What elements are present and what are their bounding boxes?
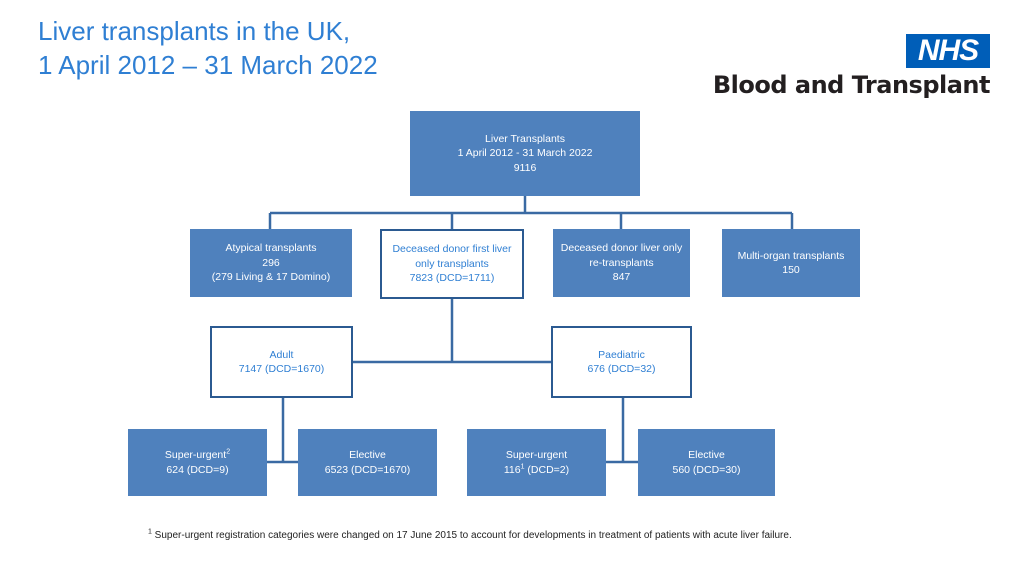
node-first-liver-transplants bbox=[380, 229, 524, 299]
node-liver-transplants bbox=[410, 111, 640, 196]
node-value: 116 bbox=[503, 463, 521, 476]
node-text: Multi-organ transplants bbox=[737, 249, 845, 262]
node-text: Paediatric bbox=[598, 348, 645, 361]
node-text: Adult bbox=[269, 348, 294, 361]
node-paediatric-elective bbox=[638, 429, 775, 496]
node-re-transplants bbox=[553, 229, 690, 297]
node-text: 560 (DCD=30) bbox=[672, 463, 741, 476]
organisation-name: Blood and Transplant bbox=[712, 71, 990, 99]
node-adult-super-urgent bbox=[128, 429, 267, 496]
footnote-marker: 1 bbox=[148, 528, 152, 536]
nhs-logo-badge: NHS bbox=[906, 34, 990, 68]
node-text: re-transplants bbox=[589, 256, 654, 269]
node-text: 624 (DCD=9) bbox=[166, 463, 229, 476]
node-adult-elective bbox=[298, 429, 437, 496]
node-text bbox=[165, 448, 230, 463]
node-text: Super-urgent bbox=[505, 449, 568, 461]
node-text: 150 bbox=[782, 264, 800, 276]
node-text: Elective bbox=[688, 449, 725, 461]
node-text: only transplants bbox=[415, 257, 489, 270]
node-multi-organ-transplants bbox=[722, 229, 860, 297]
node-text: (279 Living & 17 Domino) bbox=[211, 271, 331, 284]
node-adult bbox=[210, 326, 353, 398]
node-text: Elective bbox=[349, 449, 386, 461]
footnote-marker: 2 bbox=[226, 448, 231, 456]
node-atypical-transplants bbox=[190, 229, 352, 297]
node-text: 1 April 2012 - 31 March 2022 bbox=[457, 147, 593, 160]
node-text: 676 (DCD=32) bbox=[587, 363, 656, 375]
node-text: 9116 bbox=[513, 161, 537, 174]
node-text: 7823 (DCD=1711) bbox=[409, 272, 495, 285]
title-line-1: Liver transplants in the UK, bbox=[38, 16, 351, 46]
node-text: Liver Transplants bbox=[485, 132, 565, 145]
node-value-rest: (DCD=2) bbox=[524, 463, 570, 476]
node-text: 847 bbox=[612, 271, 631, 284]
footnote-text: Super-urgent registration categories were changed on 17 June 2015 to account for developments in treatment of patients with acute liver failure. bbox=[151, 530, 792, 541]
node-text: Deceased donor liver only bbox=[560, 242, 683, 255]
node-text: Atypical transplants bbox=[225, 242, 317, 255]
node-paediatric-super-urgent bbox=[467, 429, 606, 496]
footnote-marker: 1 bbox=[520, 463, 525, 470]
node-text: 296 bbox=[262, 256, 280, 269]
node-text: Deceased donor first liver bbox=[392, 243, 512, 256]
node-label: Super-urgent bbox=[164, 449, 227, 461]
title-line-2: 1 April 2012 – 31 March 2022 bbox=[38, 50, 378, 80]
node-text: 7147 (DCD=1670) bbox=[238, 363, 325, 375]
node-text: 6523 (DCD=1670) bbox=[324, 463, 411, 476]
footnote bbox=[148, 530, 792, 541]
node-text bbox=[504, 463, 569, 478]
node-paediatric bbox=[551, 326, 692, 398]
